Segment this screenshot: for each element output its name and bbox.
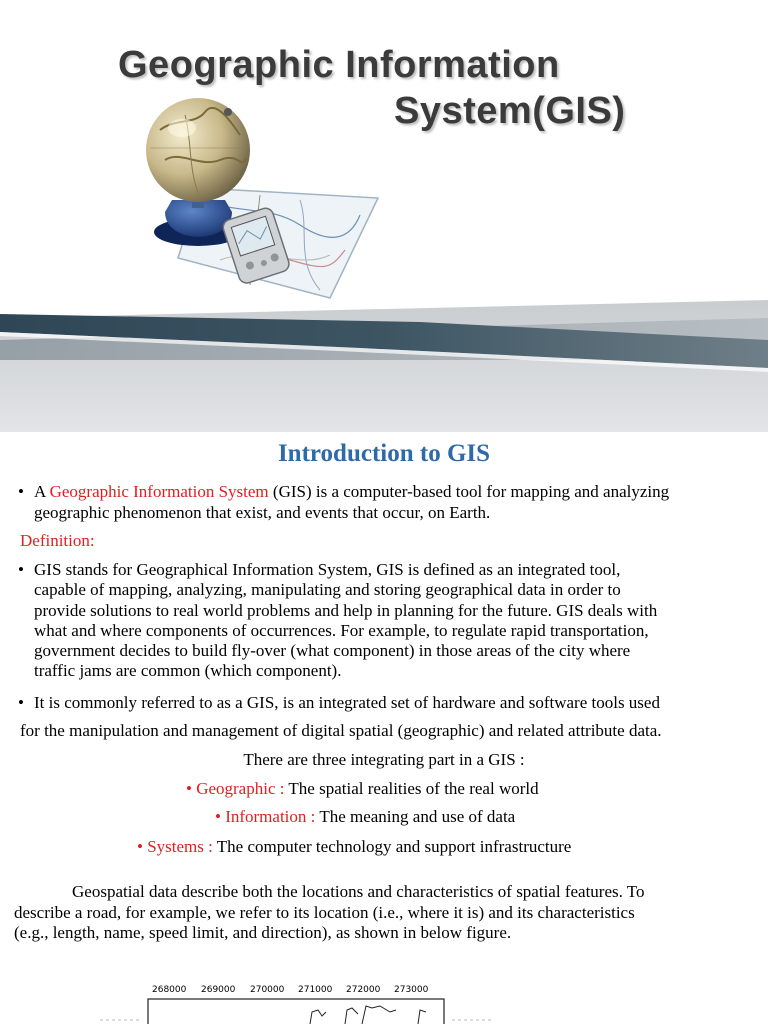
geospatial-line: (e.g., length, name, speed limit, and direction), as shown in below figure. <box>14 923 512 942</box>
figure-frame <box>148 999 444 1024</box>
part-label: Systems : <box>147 837 213 856</box>
figure-tick-label: 270000 <box>250 985 285 995</box>
definition-line: traffic jams are common (which component). <box>34 661 342 681</box>
definition-paragraph <box>34 560 657 682</box>
geospatial-paragraph <box>14 882 758 944</box>
figure-tick-label: 273000 <box>394 985 429 995</box>
part-desc: The meaning and use of data <box>315 807 516 826</box>
bullet-icon: • <box>18 560 24 579</box>
definition-line: GIS stands for Geographical Information System, GIS is defined as an integrated tool, <box>34 560 621 579</box>
definition-label: Definition: <box>20 531 95 550</box>
parts-intro: There are three integrating part in a GIS : <box>243 750 525 769</box>
part-geographic <box>186 779 539 800</box>
road-map-figure <box>0 972 768 1024</box>
part-desc: The spatial realities of the real world <box>284 779 539 798</box>
figure-tick-label: 272000 <box>346 985 381 995</box>
slide-title-line-2: System(GIS) <box>394 90 626 132</box>
part-information <box>215 807 515 828</box>
part-label: Information : <box>225 807 316 826</box>
intro-lead: A <box>34 482 50 501</box>
part-bullet-icon: • <box>186 779 197 798</box>
part-systems <box>137 837 571 858</box>
referred-line-2: for the manipulation and management of digital spatial (geographic) and related attribute data. <box>20 721 662 740</box>
part-bullet-icon: • <box>137 837 148 856</box>
bullet-icon: • <box>18 482 24 501</box>
figure-tick-label: 268000 <box>152 985 187 995</box>
part-bullet-icon: • <box>215 807 226 826</box>
figure-tick-label: 271000 <box>298 985 333 995</box>
definition-line: what and where components of occurrences. For example, to regulate rapid transportation, <box>34 620 649 640</box>
slide-header <box>0 0 768 432</box>
intro-paragraph <box>34 482 669 523</box>
section-title: Introduction to GIS <box>277 440 491 467</box>
definition-line: capable of mapping, analyzing, manipulating and storing geographical data in order to <box>34 580 621 600</box>
geospatial-line: Geospatial data describe both the locations and characteristics of spatial features. To <box>72 882 645 901</box>
part-desc: The computer technology and support infrastructure <box>212 837 572 856</box>
part-label: Geographic : <box>196 779 285 798</box>
bullet-icon: • <box>18 693 24 712</box>
definition-line: provide solutions to real world problems and help in planning for the future. GIS deals with <box>34 600 658 620</box>
slide-title-line-1: Geographic Information <box>118 44 560 86</box>
definition-line: government decides to build fly-over (what component) in those areas of the city where <box>34 641 631 661</box>
intro-term: Geographic Information System <box>49 482 269 501</box>
intro-line-2: geographic phenomenon that exist, and events that occur, on Earth. <box>34 502 491 522</box>
referred-line-1: It is commonly referred to as a GIS, is an integrated set of hardware and software tools used <box>34 693 660 712</box>
geospatial-line: describe a road, for example, we refer to its location (i.e., where it is) and its characteristics <box>14 902 635 922</box>
figure-tick-label: 269000 <box>201 985 236 995</box>
intro-rest: (GIS) is a computer-based tool for mapping and analyzing <box>268 482 670 501</box>
